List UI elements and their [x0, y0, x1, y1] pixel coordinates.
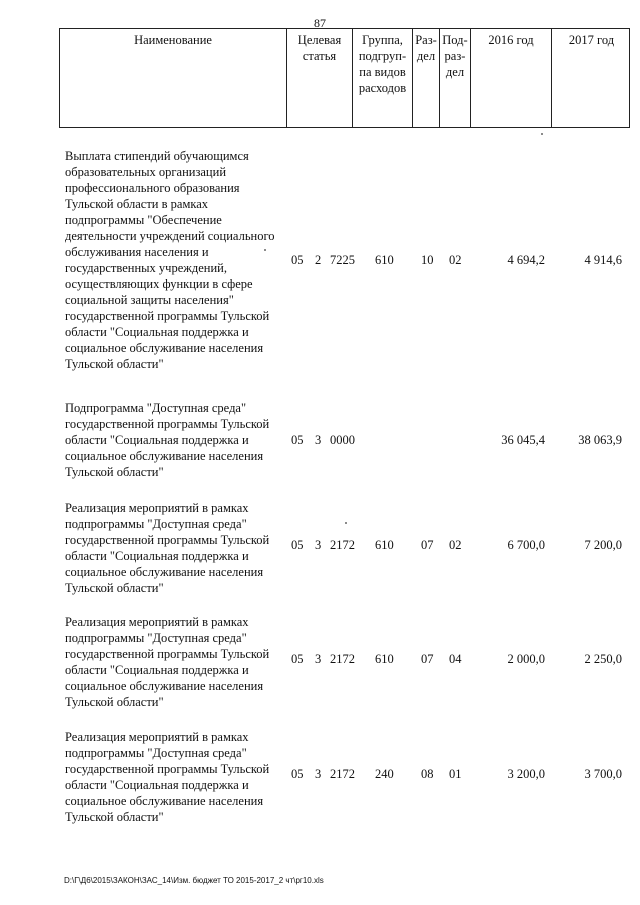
target-code-item: 0000	[330, 433, 355, 447]
target-code-subprogram: 3	[315, 767, 322, 781]
section-code: 10	[421, 253, 434, 267]
group-code: 610	[375, 652, 394, 666]
header-2017: 2017 год	[551, 29, 631, 127]
table-header	[59, 28, 630, 128]
target-code-program: 05	[291, 253, 304, 267]
value-2016: 2 000,0	[507, 652, 545, 666]
file-path-footer: D:\Г\Д6\2015\ЗАКОН\ЗАС_14\Изм. бюджет ТО 2015-2017_2 чт\рг10.xls	[64, 876, 324, 885]
target-code-item: 2172	[330, 652, 355, 666]
header-section: Раз- дел	[412, 29, 439, 127]
value-2017: 3 700,0	[584, 767, 622, 781]
target-code-item: 2172	[330, 767, 355, 781]
target-code-subprogram: 3	[315, 538, 322, 552]
header-2016: 2016 год	[470, 29, 551, 127]
scan-speck	[345, 522, 347, 524]
subsection-code: 02	[449, 538, 462, 552]
row-name: Реализация мероприятий в рамках подпрограммы "Доступная среда" государственной программы Тульской области "Социальная поддержка и социальное обслуживание населения Тульской области"	[65, 615, 270, 709]
value-2016: 6 700,0	[507, 538, 545, 552]
scan-speck	[264, 249, 266, 251]
row-name: Выплата стипендий обучающимся образовательных организаций профессионального образования Тульской области в рамках подпрограммы "Обеспечение деятельности учреждений социального обслуживания населения и государственных учреждений, осуществляющих функции в сфере социальной защиты населения" государственной программы Тульской области "Социальная поддержка и социальное обслуживание населения Тульской области"	[65, 149, 275, 371]
subsection-code: 02	[449, 253, 462, 267]
value-2016: 36 045,4	[501, 433, 545, 447]
target-code-item: 2172	[330, 538, 355, 552]
value-2017: 7 200,0	[584, 538, 622, 552]
scan-speck	[541, 133, 543, 135]
target-code-subprogram: 3	[315, 433, 322, 447]
value-2016: 4 694,2	[507, 253, 545, 267]
value-2017: 4 914,6	[584, 253, 622, 267]
header-name: Наименование	[134, 33, 212, 47]
value-2017: 38 063,9	[578, 433, 622, 447]
page-number: 87	[314, 16, 326, 30]
value-2016: 3 200,0	[507, 767, 545, 781]
subsection-code: 01	[449, 767, 462, 781]
target-code-subprogram: 2	[315, 253, 322, 267]
header-subsection: Под- раз- дел	[439, 29, 470, 127]
target-code-program: 05	[291, 652, 304, 666]
target-code-program: 05	[291, 538, 304, 552]
row-name: Подпрограмма "Доступная среда" государственной программы Тульской области "Социальная поддержка и социальное обслуживание населения Тульской области"	[65, 401, 270, 479]
header-target: Целевая статья	[286, 29, 352, 127]
subsection-code: 04	[449, 652, 462, 666]
row-name: Реализация мероприятий в рамках подпрограммы "Доступная среда" государственной программы Тульской области "Социальная поддержка и социальное обслуживание населения Тульской области"	[65, 730, 270, 824]
section-code: 08	[421, 767, 434, 781]
section-code: 07	[421, 538, 434, 552]
target-code-item: 7225	[330, 253, 355, 267]
target-code-program: 05	[291, 767, 304, 781]
section-code: 07	[421, 652, 434, 666]
header-group: Группа, подгруп- па видов расходов	[352, 29, 412, 127]
target-code-subprogram: 3	[315, 652, 322, 666]
value-2017: 2 250,0	[584, 652, 622, 666]
group-code: 610	[375, 253, 394, 267]
group-code: 610	[375, 538, 394, 552]
target-code-program: 05	[291, 433, 304, 447]
group-code: 240	[375, 767, 394, 781]
row-name: Реализация мероприятий в рамках подпрограммы "Доступная среда" государственной программы Тульской области "Социальная поддержка и социальное обслуживание населения Тульской области"	[65, 501, 270, 595]
